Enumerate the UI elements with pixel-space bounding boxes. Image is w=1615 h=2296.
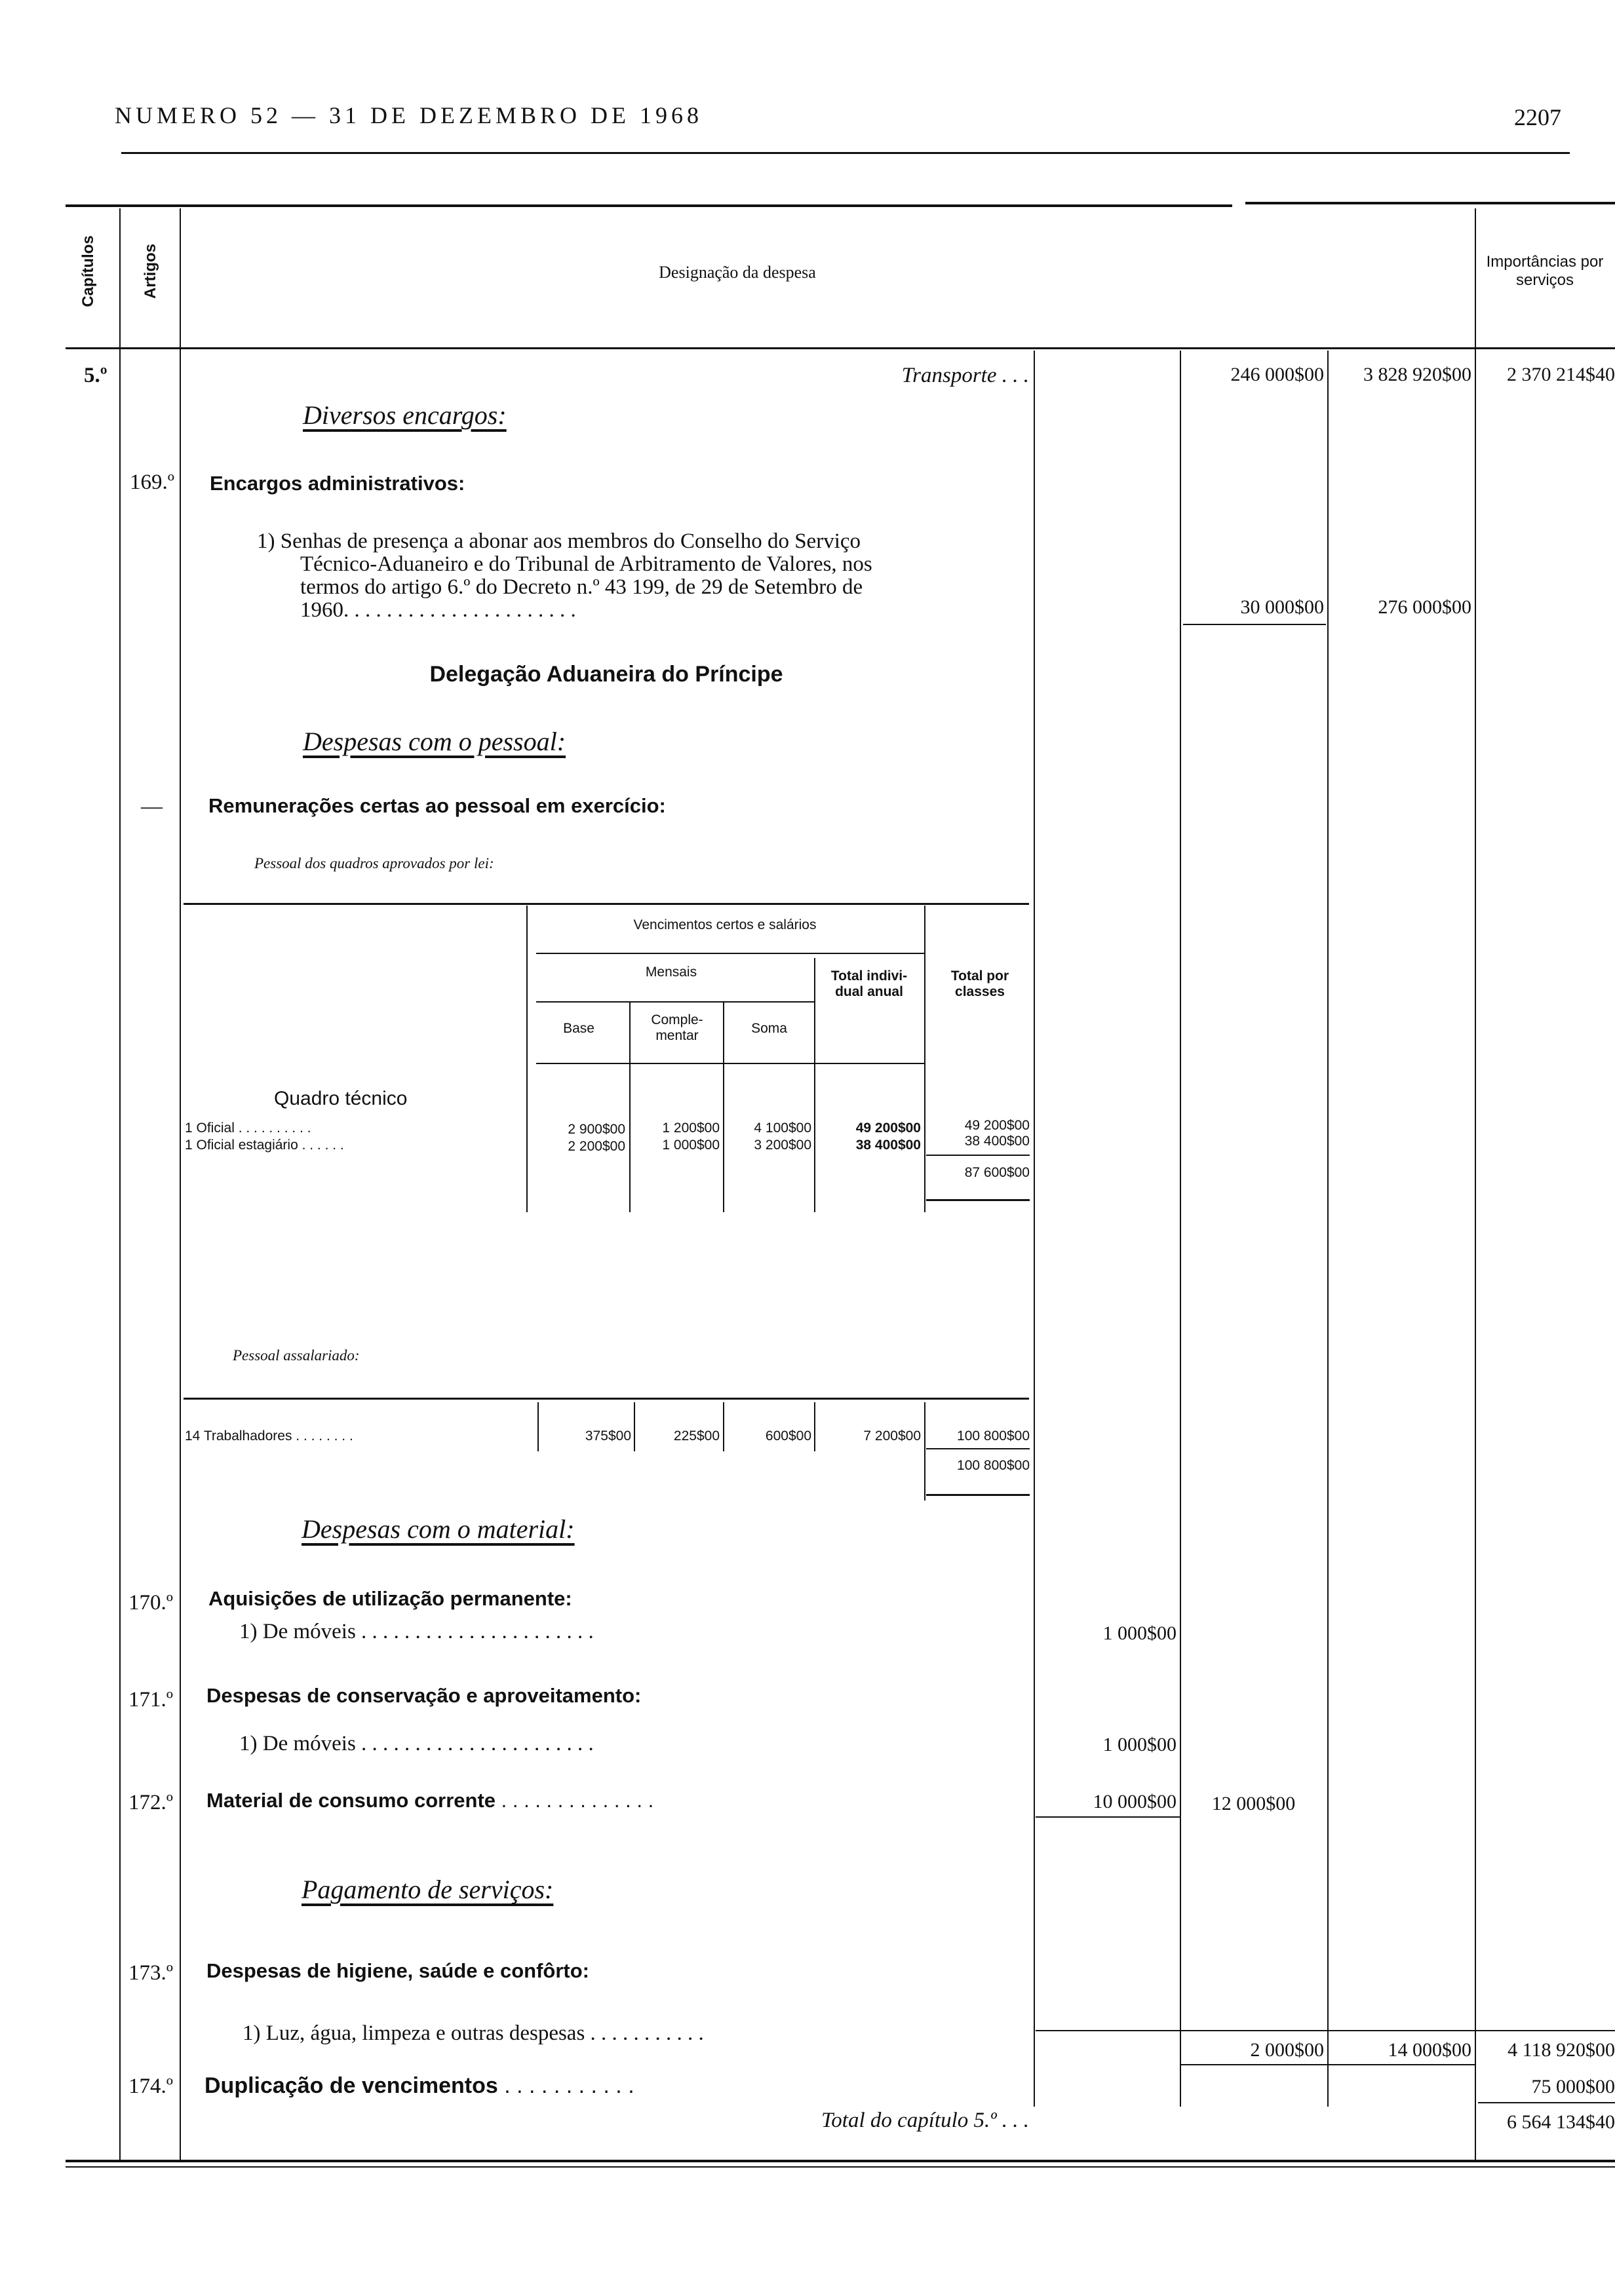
art173-title: Despesas de higiene, saúde e confôrto: bbox=[206, 1959, 589, 1982]
art171-item-text: 1) De móveis bbox=[239, 1732, 356, 1755]
salary-row1-soma: 4 100$00 bbox=[754, 1120, 811, 1136]
section-diversos-encargos: Diversos encargos: bbox=[303, 400, 507, 430]
table-bottom-rule-2 bbox=[66, 2166, 1615, 2168]
salary-row2-label-text: 1 Oficial estagiário bbox=[185, 1138, 298, 1153]
section-despesas-pessoal: Despesas com o pessoal: bbox=[303, 727, 566, 756]
art169-line3: termos do artigo 6.º do Decreto n.º 43 199, de 29 de Setembro de bbox=[300, 575, 863, 599]
art171-number: 171.º bbox=[128, 1688, 173, 1712]
section-despesas-material: Despesas com o material: bbox=[302, 1514, 575, 1544]
total-label-text: Total do capítulo 5.º bbox=[821, 2109, 997, 2132]
table-bottom-rule bbox=[66, 2160, 1615, 2162]
salary-row2-soma: 3 200$00 bbox=[754, 1138, 811, 1153]
art169-line2: Técnico-Aduaneiro e do Tribunal de Arbitramento de Valores, nos bbox=[300, 552, 872, 576]
rule-col3-right bbox=[1475, 208, 1476, 2161]
salary-rule-label bbox=[526, 906, 528, 1212]
col-heading-designacao: Designação da despesa bbox=[659, 263, 816, 282]
art170-title: Aquisições de utilização permanente: bbox=[208, 1587, 572, 1610]
assal-rule-comp bbox=[723, 1402, 724, 1451]
salary-rule-colheads bbox=[536, 1063, 924, 1064]
chapter-number: 5.º bbox=[84, 364, 107, 387]
art173-rule-bottom bbox=[1180, 2064, 1475, 2065]
assal-subtotal-double-rule bbox=[926, 1494, 1030, 1496]
art169-number: 169.º bbox=[130, 470, 174, 494]
table-top-rule bbox=[66, 204, 1232, 207]
salary-row1-anual: 49 200$00 bbox=[855, 1120, 921, 1136]
rule-col1-left bbox=[1034, 351, 1035, 2107]
art171-item: 1) De móveis . . . . . . . . . . . . . . . . . . . . . . bbox=[239, 1732, 594, 1755]
art172-title: Material de consumo corrente . . . . . . . . . . . . . . bbox=[206, 1789, 654, 1812]
total-label: Total do capítulo 5.º . . . bbox=[821, 2109, 1029, 2132]
art169-col2: 30 000$00 bbox=[1240, 596, 1324, 618]
salary-complementar: Comple- mentar bbox=[651, 1012, 703, 1043]
art169-line1: 1) Senhas de presença a abonar aos membros do Conselho do Serviço bbox=[257, 529, 861, 553]
art174-title-text: Duplicação de vencimentos bbox=[204, 2073, 498, 2098]
art173-rule bbox=[1036, 2030, 1615, 2031]
col-heading-artigos-wrap bbox=[125, 244, 177, 299]
salary-rule-soma bbox=[814, 958, 815, 1212]
table-top-rule-right bbox=[1245, 202, 1615, 204]
salary-row2-classe: 38 400$00 bbox=[964, 1134, 1030, 1149]
col-heading-capitulos-wrap bbox=[62, 235, 115, 307]
remun-number: — bbox=[141, 795, 163, 818]
salary-row1-classe: 49 200$00 bbox=[964, 1118, 1030, 1133]
assal-row-label: 14 Trabalhadores . . . . . . . . bbox=[185, 1428, 353, 1444]
header-rule bbox=[121, 152, 1570, 154]
salary-mensais: Mensais bbox=[645, 965, 697, 980]
salary-row2-base: 2 200$00 bbox=[568, 1139, 625, 1154]
remun-title: Remunerações certas ao pessoal em exercício: bbox=[208, 794, 666, 817]
salary-rule-mensais bbox=[536, 1001, 814, 1003]
art173-col3: 14 000$00 bbox=[1388, 2039, 1471, 2061]
assal-rule-base bbox=[634, 1402, 635, 1451]
rule-artigos bbox=[180, 208, 181, 2161]
assal-row-label-text: 14 Trabalhadores bbox=[185, 1428, 292, 1444]
rule-col1-right bbox=[1180, 351, 1181, 2107]
art174-title: Duplicação de vencimentos . . . . . . . . . . . bbox=[204, 2073, 634, 2098]
art174-col4: 75 000$00 bbox=[1531, 2076, 1615, 2097]
salary-subtotal-rule bbox=[926, 1155, 1030, 1156]
art170-item-text: 1) De móveis bbox=[239, 1620, 356, 1643]
art173-col2: 2 000$00 bbox=[1250, 2039, 1324, 2061]
assal-table-top bbox=[184, 1398, 1029, 1400]
header-bottom-rule bbox=[66, 347, 1615, 349]
page-header-title: NUMERO 52 — 31 DE DEZEMBRO DE 1968 bbox=[115, 102, 703, 128]
total-col4: 6 564 134$40 bbox=[1507, 2111, 1615, 2133]
salary-row2-comp: 1 000$00 bbox=[662, 1138, 720, 1153]
col-heading-importancias: Importâncias por serviços bbox=[1486, 253, 1604, 289]
salary-row2-anual: 38 400$00 bbox=[855, 1138, 921, 1153]
art169-line4: 1960. . . . . . . . . . . . . . . . . . . . . . bbox=[300, 598, 576, 622]
assal-row-soma: 600$00 bbox=[765, 1428, 811, 1444]
pessoal-quadros: Pessoal dos quadros aprovados por lei: bbox=[254, 855, 494, 871]
transporte-col4: 2 370 214$40 bbox=[1507, 364, 1615, 385]
salary-soma: Soma bbox=[751, 1021, 787, 1036]
assal-row-classe: 100 800$00 bbox=[957, 1428, 1030, 1444]
rule-col2-right bbox=[1327, 351, 1329, 2107]
delegacao-heading: Delegação Aduaneira do Príncipe bbox=[429, 662, 783, 687]
salary-rule-vencimentos bbox=[536, 953, 924, 954]
salary-row1-comp: 1 200$00 bbox=[662, 1120, 720, 1136]
transporte-label: Transporte . . . bbox=[901, 364, 1029, 387]
salary-subtotal-double-rule bbox=[926, 1199, 1030, 1201]
assal-row-comp: 225$00 bbox=[673, 1428, 720, 1444]
salary-row1-base: 2 900$00 bbox=[568, 1122, 625, 1137]
rule-capitulos bbox=[119, 208, 121, 2161]
transporte-text: Transporte bbox=[901, 364, 997, 387]
art173-item-text: 1) Luz, água, limpeza e outras despesas bbox=[243, 2021, 585, 2045]
salary-rule-anual bbox=[924, 906, 925, 1212]
art169-col2-rule bbox=[1183, 624, 1326, 625]
pessoal-assalariado: Pessoal assalariado: bbox=[233, 1347, 360, 1364]
art173-item: 1) Luz, água, limpeza e outras despesas . . . . . . . . . . . bbox=[243, 2021, 704, 2045]
assal-rule-anual bbox=[924, 1402, 925, 1501]
salary-table-top bbox=[184, 903, 1029, 905]
salary-row1-label: 1 Oficial . . . . . . . . . . bbox=[185, 1120, 311, 1136]
art169-title: Encargos administrativos: bbox=[210, 472, 465, 495]
art174-rule bbox=[1478, 2102, 1615, 2103]
col-heading-capitulos: Capítulos bbox=[79, 235, 97, 307]
assal-subtotal: 100 800$00 bbox=[957, 1458, 1030, 1473]
art170-item: 1) De móveis . . . . . . . . . . . . . . . . . . . . . . bbox=[239, 1620, 594, 1643]
art169-col3: 276 000$00 bbox=[1378, 596, 1471, 618]
assal-rule-soma bbox=[814, 1402, 815, 1451]
art171-col1: 1 000$00 bbox=[1102, 1734, 1177, 1755]
salary-rule-base bbox=[629, 1003, 631, 1212]
art172-number: 172.º bbox=[128, 1791, 173, 1814]
art172-col2: 12 000$00 bbox=[1211, 1793, 1296, 1814]
salary-total-classes: Total por classes bbox=[950, 968, 1009, 999]
section-pagamento-servicos: Pagamento de serviços: bbox=[302, 1875, 554, 1904]
salary-quadro-tecnico: Quadro técnico bbox=[274, 1088, 408, 1109]
salary-row1-label-text: 1 Oficial bbox=[185, 1120, 235, 1136]
salary-row2-label: 1 Oficial estagiário . . . . . . bbox=[185, 1138, 344, 1153]
transporte-col3: 3 828 920$00 bbox=[1363, 364, 1471, 385]
art174-number: 174.º bbox=[128, 2075, 173, 2098]
art172-title-text: Material de consumo corrente bbox=[206, 1789, 496, 1812]
art170-col1: 1 000$00 bbox=[1102, 1622, 1177, 1644]
assal-rule-label bbox=[537, 1402, 539, 1451]
assal-row-anual: 7 200$00 bbox=[863, 1428, 921, 1444]
col-heading-artigos: Artigos bbox=[142, 244, 159, 299]
art172-col1-rule bbox=[1036, 1816, 1180, 1818]
art173-number: 173.º bbox=[128, 1961, 173, 1985]
salary-subtotal: 87 600$00 bbox=[964, 1165, 1030, 1180]
salary-total-individual: Total indivi- dual anual bbox=[830, 968, 908, 999]
art170-number: 170.º bbox=[128, 1591, 173, 1615]
art173-col4: 4 118 920$00 bbox=[1508, 2039, 1615, 2061]
salary-base: Base bbox=[563, 1021, 594, 1036]
art171-title: Despesas de conservação e aproveitamento: bbox=[206, 1684, 642, 1707]
art172-col1: 10 000$00 bbox=[1093, 1791, 1177, 1812]
assal-row-base: 375$00 bbox=[585, 1428, 631, 1444]
art169-year: 1960. bbox=[300, 598, 349, 622]
salary-vencimentos: Vencimentos certos e salários bbox=[633, 917, 817, 932]
page-number: 2207 bbox=[1514, 104, 1561, 130]
transporte-col2: 246 000$00 bbox=[1230, 364, 1324, 385]
assal-subtotal-rule bbox=[926, 1448, 1030, 1449]
